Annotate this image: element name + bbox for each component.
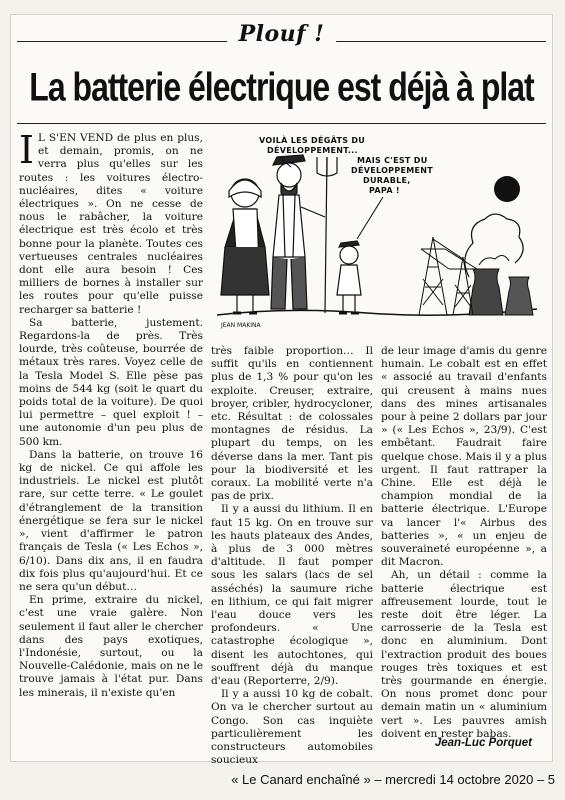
paragraph-1: I L S'EN VEND de plus en plus, et demain, promis, on ne verra plus qu'elles sur les routes : les voitures électro-nucléaires, dites « voiture électriques ». On ne cesse de nous le rabâcher, la voiture électrique est très écolo et très bonne pour la planète. Toutes ces vertueuses centrales nucléaires dont elle aura besoin ! Ces milliers de bornes à installer sur les routes pour qu'elle puisse recharger sa batterie ! (19, 128, 203, 316)
page-footer: « Le Canard enchaîné » – mercredi 14 octobre 2020 – 5 (231, 772, 555, 787)
bubble-child-line-3: DURABLE, (363, 176, 411, 185)
article-clipping (10, 14, 553, 767)
paragraph-9: Ah, un détail : comme la batterie électrique est affreusement lourde, tout le reste doit être léger. La carrosserie de la Tesla est donc en aluminium. Dont l'extraction produit des boues rouges très toxiques et est très gourmande en énergie. On nous promet donc pour demain matin un « aluminium vert ». Les pauvres amish doivent en rester babas. (381, 569, 547, 740)
bubble-child-line-2: DÉVELOPPEMENT (351, 166, 434, 175)
cartoon-artist-signature: JEAN MAKINA (221, 322, 261, 329)
paragraph-2: Sa batterie, justement. Regardons-la de près. Très lourde, très coûteuse, bourrée de métaux très rares. Voyez celle de la Tesla Model S. Elle pèse pas moins de 544 kg (soit le quart du poids total de la voiture). De quoi lui permettre – quel exploit ! – une autonomie d'un peu plus de 500 km. (19, 316, 203, 448)
headline-rule (17, 123, 546, 124)
paragraph-4: En prime, extraire du nickel, c'est une vraie galère. Non seulement il faut aller le chercher dans des pays exotiques, l'Indonésie, surtout, ou la Nouvelle-Calédonie, mais on ne le trouve jamais à l'état pur. Dans les minerais, il n'existe qu'en (19, 594, 203, 699)
bubble-child-line-1: MAIS C'EST DU (357, 156, 428, 165)
bubble-child-line-4: PAPA ! (369, 186, 400, 195)
sun-icon (494, 176, 520, 202)
paragraph-3: Dans la batterie, on trouve 16 kg de nickel. Ce qui affole les industriels. Le nickel est plutôt rare, sur cette terre. « Le goulet d'étranglement de la transition énergétique se fera sur le nickel », vient d'affirmer le patron français de Tesla (« Les Echos », 6/10). Dans dix ans, il en faudra dix fois plus qu'aujourd'hui. Et ce ne sera qu'un début… (19, 448, 203, 593)
article-column-1 (19, 128, 203, 752)
paragraph-6: Il y a aussi du lithium. Il en faut 15 kg. On en trouve sur les hauts plateaux des Andes, à plus de 3 000 mètres d'altitude. Il faut pomper sous les salars (lacs de sel asséchés) la saumure riche en lithium, ce qui fait migrer l'eau douce vers les profondeurs. « Une catastrophe écologique », disent les autochtones, qui souffrent déjà du manque d'eau (Reporterre, 2/9). (211, 503, 373, 688)
paragraph-7: Il y a aussi 10 kg de cobalt. On va le chercher surtout au Congo. Son cas inquiète particulièrement les constructeurs automobiles soucieux (211, 688, 373, 767)
article-column-2 (211, 345, 373, 767)
author-signature: Jean-Luc Porquet (434, 737, 532, 749)
bubble-father-line-1: VOILÀ LES DÉGÂTS DU (259, 136, 366, 145)
bubble-father-line-2: DÉVELOPPEMENT... (267, 146, 358, 155)
drop-cap: I (19, 128, 35, 172)
paragraph-5: très faible proportion… Il suffit qu'ils en contiennent plus de 1,3 % pour qu'on les exploite. Creuser, extraire, broyer, cribler, hydrocycloner, etc. Résultat : de colossales montagnes de résidus. La plupart du temps, on les déverse dans la mer. Tant pis pour la biodiversité et les coraux. La mobilité verte n'a pas de prix. (211, 345, 373, 503)
article-column-3 (381, 345, 547, 755)
paragraph-8: de leur image d'amis du genre humain. Le cobalt est en effet « associé au travail d'enfants qui creusent à mains nues dans des mines artisanales pour à peine 2 dollars par jour » (« Les Echos », 23/9). C'est embêtant. Faudrait faire quelque chose. Mais il y a plus urgent. Il faut rattraper la Chine. Elle est déjà le champion mondial de la batterie électrique. L'Europe va lancer l'« Airbus des batteries », « un enjeu de souveraineté européenne », a dit Macron. (381, 345, 547, 569)
headline: La batterie électrique est déjà à plat (29, 64, 534, 110)
rubrique-label: Plouf ! (227, 21, 337, 47)
cartoon-illustration (207, 127, 549, 337)
